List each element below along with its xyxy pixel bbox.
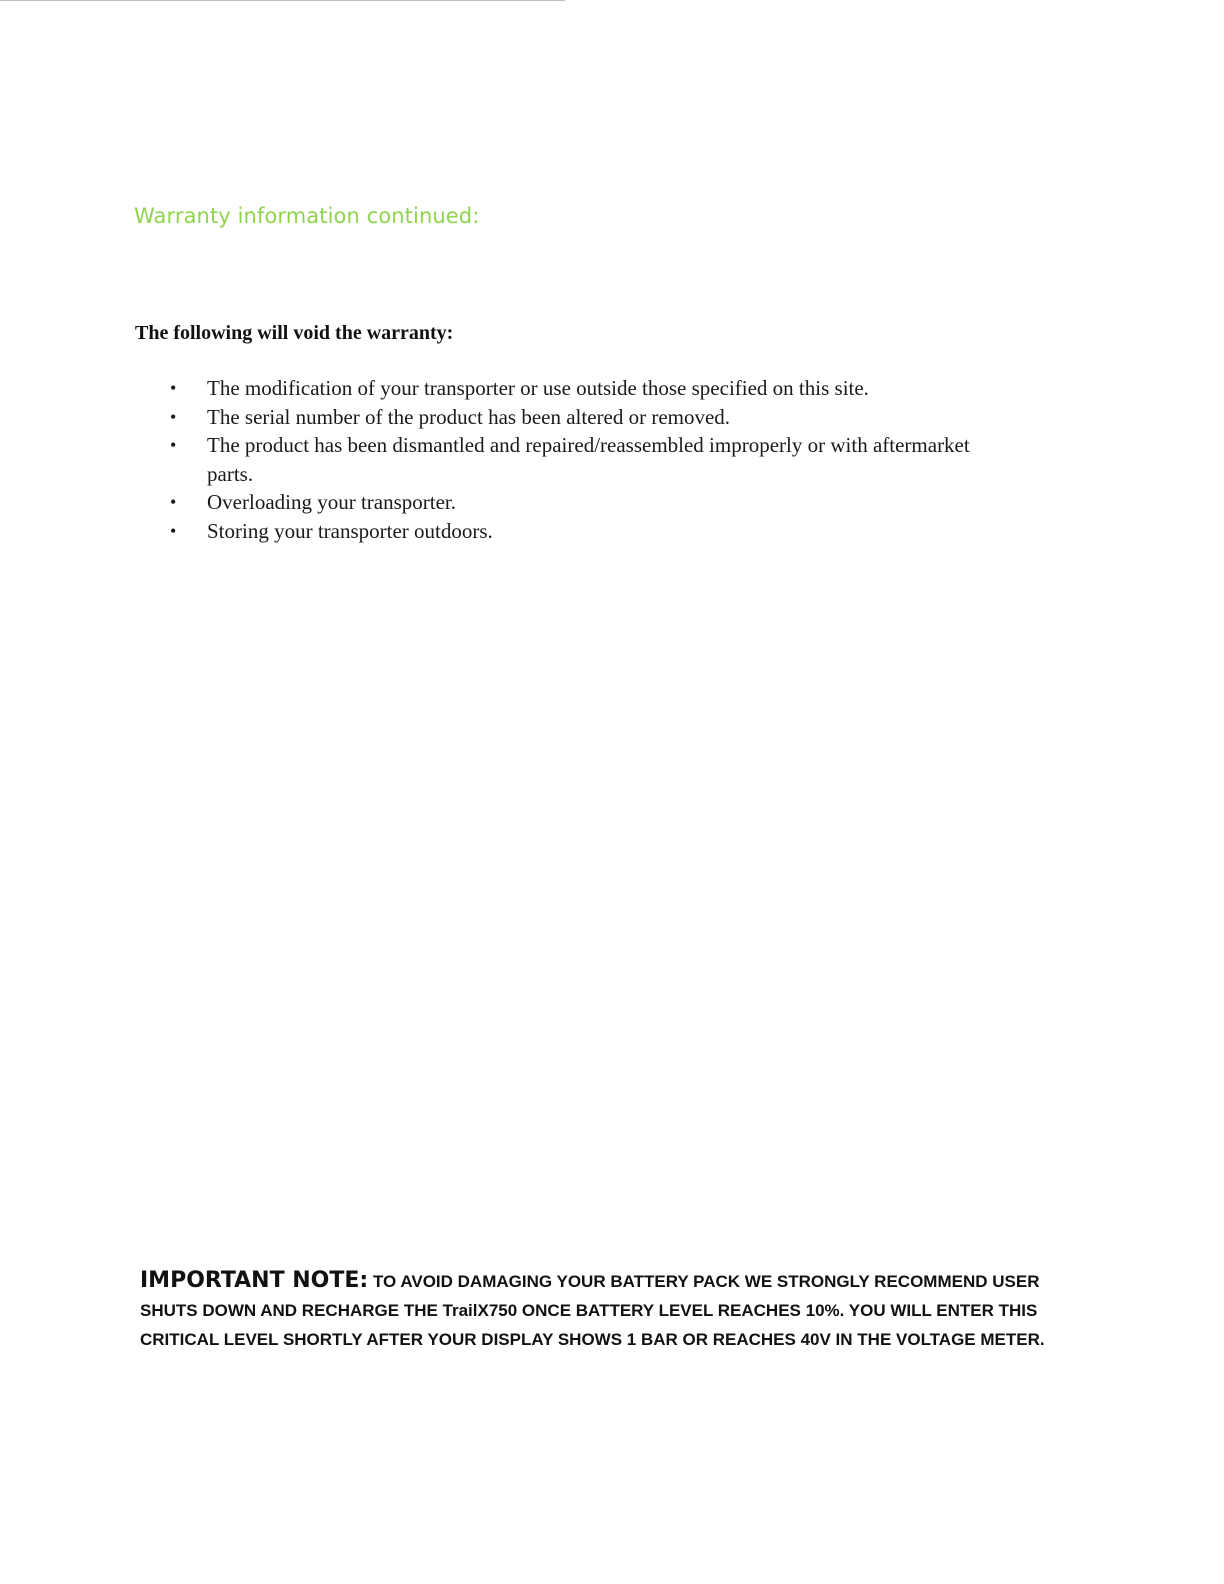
void-conditions-list xyxy=(170,374,990,545)
list-item-text: Storing your transporter outdoors. xyxy=(207,518,493,543)
list-item xyxy=(170,488,990,517)
important-note-text: TO AVOID DAMAGING YOUR BATTERY PACK WE STRONGLY RECOMMEND USER SHUTS DOWN AND RECHARGE THE TrailX750 ONCE BATTERY LEVEL REACHES 10%. YOU WILL ENTER THIS CRITICAL LEVEL SHORTLY AFTER YOUR DISPLAY SHOWS 1 BAR OR REACHES 40V IN THE VOLTAGE METER. xyxy=(140,1272,1045,1349)
bullet-icon: • xyxy=(170,406,177,427)
bullet-icon: • xyxy=(170,435,177,455)
list-item-text: The serial number of the product has been altered or removed. xyxy=(207,404,731,429)
scan-edge-line xyxy=(0,0,565,1)
list-item-text: The product has been dismantled and repaired/reassembled improperly or with aftermarket parts. xyxy=(207,433,970,486)
list-item xyxy=(170,431,990,488)
bullet-icon: • xyxy=(170,492,177,512)
void-warranty-subheading: The following will void the warranty: xyxy=(135,322,454,344)
list-item xyxy=(170,517,990,546)
bullet-icon: • xyxy=(170,378,177,398)
section-heading: Warranty information continued: xyxy=(134,204,480,228)
list-item-text: The modification of your transporter or use outside those specified on this site. xyxy=(207,376,869,400)
list-item-text: Overloading your transporter. xyxy=(207,490,457,514)
important-note xyxy=(140,1266,1045,1354)
bullet-icon: • xyxy=(170,520,177,541)
list-item xyxy=(170,403,990,432)
list-item xyxy=(170,374,990,403)
important-note-label: IMPORTANT NOTE: xyxy=(140,1268,369,1293)
